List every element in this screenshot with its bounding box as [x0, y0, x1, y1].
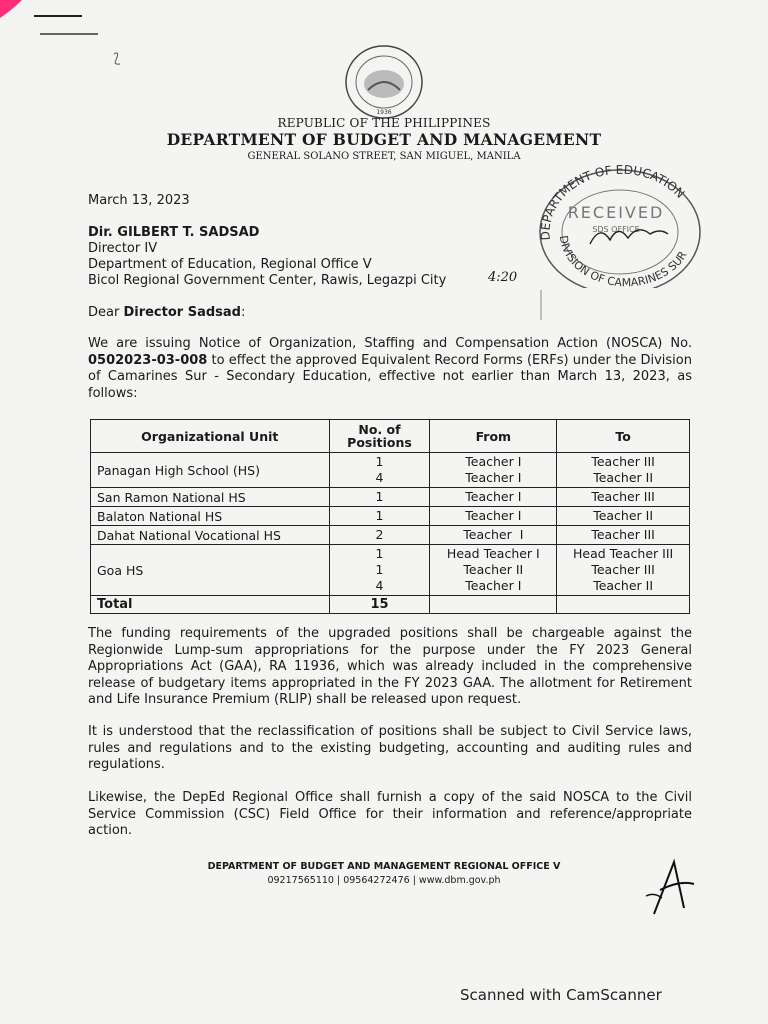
- salutation: [88, 305, 245, 321]
- to-cell: Teacher III: [557, 488, 690, 507]
- table-row: [91, 526, 690, 545]
- camscanner-watermark: Scanned with CamScanner: [460, 986, 662, 1004]
- total-label: Total: [91, 596, 330, 614]
- positions-cell: 1 1 4: [329, 545, 430, 596]
- table-row: [91, 545, 690, 596]
- unit-cell: Dahat National Vocational HS: [91, 526, 330, 545]
- positions-cell: 1 4: [329, 453, 430, 488]
- total-row: [91, 596, 690, 614]
- positions-cell: 1: [329, 488, 430, 507]
- nosca-number: 0502023-03-008: [88, 352, 208, 368]
- from-cell: Teacher I: [430, 507, 557, 526]
- recipient-name: Dir. GILBERT T. SADSAD: [88, 225, 260, 240]
- republic-heading: REPUBLIC OF THE PHILIPPINES: [277, 116, 491, 130]
- from-cell: Teacher I Teacher I: [430, 453, 557, 488]
- header-from: From: [430, 420, 557, 453]
- footer-contacts: 09217565110 | 09564272476 | www.dbm.gov.ph: [267, 875, 501, 886]
- recipient-position: Director IV: [88, 241, 158, 256]
- pen-marks: [30, 10, 140, 70]
- positions-cell: 2: [329, 526, 430, 545]
- footer-office: DEPARTMENT OF BUDGET AND MANAGEMENT REGIONAL OFFICE V: [207, 861, 561, 872]
- stamp-bottom-text: DIVISION OF CAMARINES SUR: [556, 234, 690, 288]
- signature-initial-icon: [640, 856, 700, 920]
- intro-part1: We are issuing Notice of Organization, Staffing and Compensation Action (NOSCA) No.: [88, 336, 692, 351]
- header-unit: Organizational Unit: [91, 420, 330, 453]
- letter-date: March 13, 2023: [88, 193, 190, 208]
- empty-cell: [430, 596, 557, 614]
- unit-cell: Balaton National HS: [91, 507, 330, 526]
- recipient-address: Bicol Regional Government Center, Rawis, Legazpi City: [88, 273, 447, 288]
- to-cell: Teacher III: [557, 526, 690, 545]
- salutation-name: Director Sadsad: [123, 305, 241, 320]
- unit-cell: Panagan High School (HS): [91, 453, 330, 488]
- to-cell: Teacher III Teacher II: [557, 453, 690, 488]
- received-stamp-icon: [520, 148, 710, 288]
- handwritten-time: 4:20: [488, 270, 518, 285]
- empty-cell: [557, 596, 690, 614]
- from-cell: Teacher I: [430, 526, 557, 545]
- positions-table: [90, 419, 690, 614]
- department-address: GENERAL SOLANO STREET, SAN MIGUEL, MANILA: [247, 151, 521, 162]
- salutation-suffix: :: [240, 305, 246, 320]
- from-cell: Head Teacher I Teacher II Teacher I: [430, 545, 557, 596]
- header-positions: No. of Positions: [329, 420, 430, 453]
- funding-paragraph: The funding requirements of the upgraded positions shall be chargeable against the Regionwide Lump-sum appropriations for the purpose under the FY 2023 General Appropriations Act (GAA), RA 11936, which was already included in the comprehensive release of budgetary items appropriated in the FY 2023 GAA. The allotment for Retirement and Life Insurance Premium (RLIP) shall be released upon request.: [88, 626, 692, 707]
- stamp-top-text: DEPARTMENT OF EDUCATION: [538, 162, 688, 241]
- recipient-office: Department of Education, Regional Office V: [88, 257, 372, 272]
- header-to: To: [557, 420, 690, 453]
- reclassification-paragraph: It is understood that the reclassification of positions shall be subject to Civil Service laws, rules and regulations and to the existing budgeting, accounting and auditing rules and regulations.: [88, 724, 692, 772]
- positions-cell: 1: [329, 507, 430, 526]
- table-row: [91, 507, 690, 526]
- seal-year: 1936: [376, 109, 392, 116]
- from-cell: Teacher I: [430, 488, 557, 507]
- stamp-pen-line: [536, 290, 546, 320]
- furnish-paragraph: Likewise, the DepEd Regional Office shall furnish a copy of the said NOSCA to the Civil Service Commission (CSC) Field Office for their information and reference/appropriate action.: [88, 790, 692, 838]
- dbm-seal-icon: [338, 44, 430, 120]
- stamp-received: RECEIVED: [567, 203, 665, 222]
- unit-cell: Goa HS: [91, 545, 330, 596]
- intro-paragraph: [88, 336, 692, 402]
- department-heading: DEPARTMENT OF BUDGET AND MANAGEMENT: [166, 130, 602, 149]
- table-row: [91, 488, 690, 507]
- salutation-prefix: Dear: [88, 305, 124, 320]
- unit-cell: San Ramon National HS: [91, 488, 330, 507]
- table-row: [91, 453, 690, 488]
- intro-part2: to effect the approved Equivalent Record Forms (ERFs) under the Division of Camarines Sur - Secondary Education, effective not earlier than March 13, 2023, as follows:: [88, 352, 692, 401]
- stamp-sub: SDS OFFICE: [592, 225, 640, 234]
- total-value: 15: [329, 596, 430, 614]
- to-cell: Head Teacher III Teacher III Teacher II: [557, 545, 690, 596]
- table-header-row: [91, 420, 690, 453]
- to-cell: Teacher II: [557, 507, 690, 526]
